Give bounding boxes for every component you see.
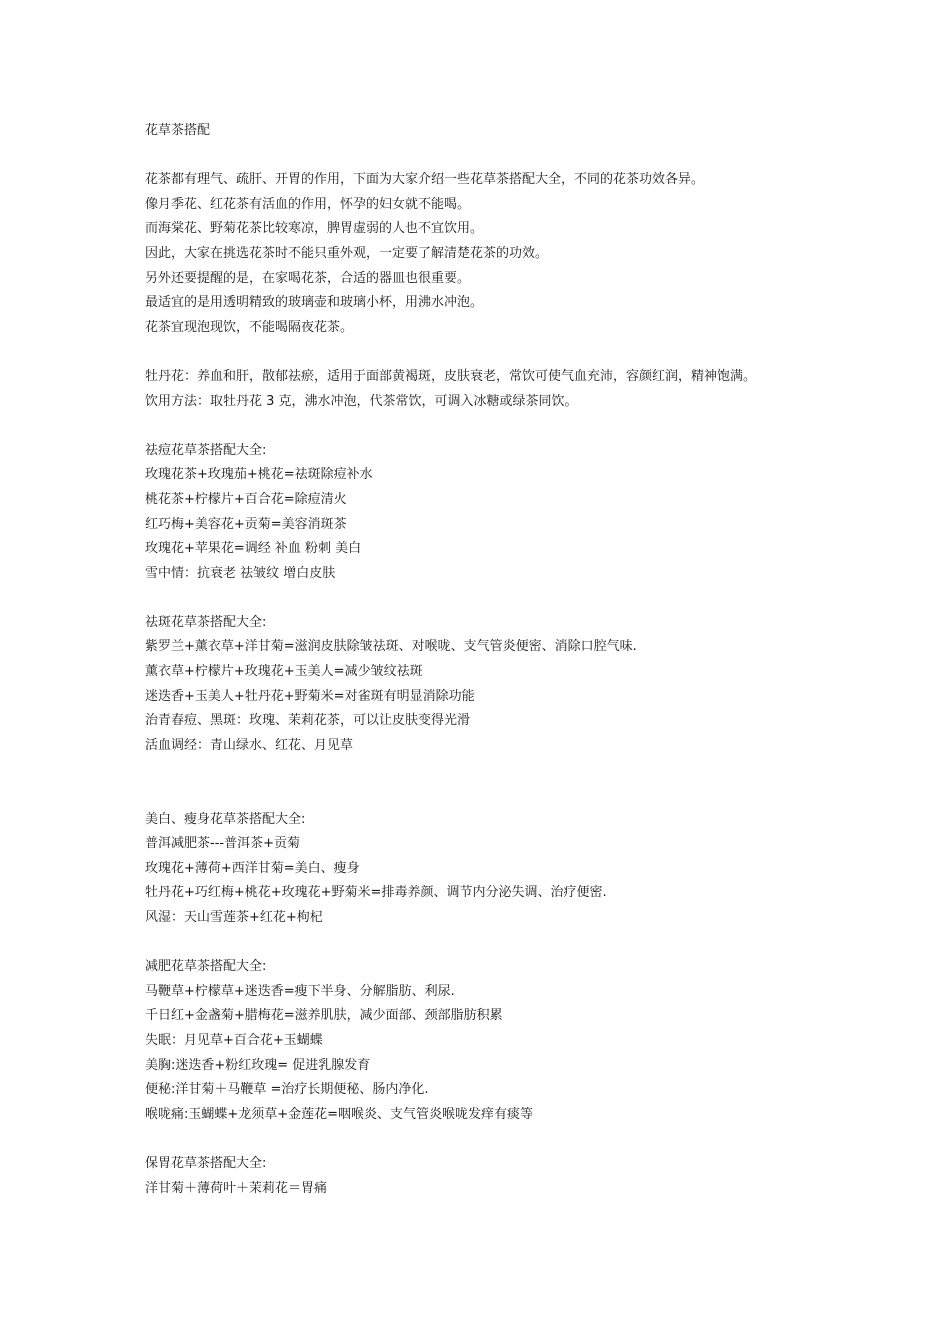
intro-line: 花茶都有理气、疏肝、开胃的作用，下面为大家介绍一些花草茶搭配大全，不同的花茶功效各异。 [145,172,705,188]
intro-line: 而海棠花、野菊花茶比较寒凉，脾胃虚弱的人也不宜饮用。 [145,221,484,237]
list-item: 普洱减肥茶---普洱茶+贡菊 [145,836,300,852]
list-item: 桃花茶+柠檬片+百合花=除痘清火 [145,491,347,507]
list-item: 红巧梅+美容花+贡菊=美容消斑茶 [145,516,347,532]
list-item: 风湿：天山雪莲茶+红花+枸杞 [145,910,323,925]
section-heading: 祛痘花草茶搭配大全: [145,442,267,458]
list-item: 喉咙痛:玉蝴蝶+龙须草+金莲花=咽喉炎、支气管炎喉咙发痒有痰等 [145,1106,534,1122]
list-item: 玫瑰花+苹果花=调经 补血 粉刺 美白 [145,541,362,557]
intro-line: 另外还要提醒的是，在家喝花茶，合适的器皿也很重要。 [145,270,471,286]
list-item: 薰衣草+柠檬片+玫瑰花+玉美人=减少皱纹祛斑 [145,664,423,680]
document-title: 花草茶搭配 [145,123,211,138]
list-item: 便秘:洋甘菊＋马鞭草 =治疗长期便秘、肠内净化. [145,1082,429,1098]
list-item: 迷迭香+玉美人+牡丹花+野菊米=对雀斑有明显消除功能 [145,688,475,704]
whitening-section [145,808,925,931]
list-item: 千日红+金盏菊+腊梅花=滋养肌肤，减少面部、颈部脂肪积累 [145,1008,503,1024]
list-item: 马鞭草+柠檬草+迷迭香=瘦下半身、分解脂肪、利尿. [145,983,455,999]
list-item: 牡丹花+巧红梅+桃花+玫瑰花+野菊米=排毒养颜、调节内分泌失调、治疗便密. [145,885,607,901]
intro-line: 最适宜的是用透明精致的玻璃壶和玻璃小杯，用沸水冲泡。 [145,295,484,311]
intro-line: 因此，大家在挑选花茶时不能只重外观，一定要了解清楚花茶的功效。 [145,245,549,261]
list-item: 活血调经：青山绿水、红花、月见草 [145,737,354,753]
slimming-section [145,955,925,1127]
list-item: 治青春痘、黑斑：玫瑰、茉莉花茶，可以让皮肤变得光滑 [145,713,471,729]
stomach-section [145,1152,925,1201]
section-heading: 保胃花草茶搭配大全: [145,1155,267,1171]
section-heading: 美白、瘦身花草茶搭配大全: [145,811,306,827]
spots-section [145,611,925,759]
list-item: 失眠：月见草+百合花+玉蝴蝶 [145,1032,323,1048]
intro-line: 像月季花、红花茶有活血的作用，怀孕的妇女就不能喝。 [145,196,471,212]
intro-line: 花茶宜现泡现饮，不能喝隔夜花茶。 [145,319,354,335]
acne-section [145,439,925,587]
section-heading: 减肥花草茶搭配大全: [145,959,267,975]
list-item: 玫瑰花+薄荷+西洋甘菊=美白、瘦身 [145,860,360,876]
peony-line: 牡丹花：养血和肝，散郁祛瘀，适用于面部黄褐斑，皮肤衰老，常饮可使气血充沛，容颜红润，精神饱满。 [145,368,757,384]
list-item: 雪中情：抗衰老 祛皱纹 增白皮肤 [145,565,336,581]
list-item: 美胸:迷迭香+粉红玫瑰= 促进乳腺发育 [145,1057,371,1073]
peony-section [145,365,925,414]
intro-paragraph [145,168,925,340]
list-item: 玫瑰花茶+玫瑰茄+桃花=祛斑除痘补水 [145,467,373,483]
section-heading: 祛斑花草茶搭配大全: [145,614,267,630]
document-body [145,119,925,1201]
list-item: 紫罗兰+薰衣草+洋甘菊=滋润皮肤除皱祛斑、对喉咙、支气管炎便密、消除口腔气味. [145,639,637,655]
list-item: 洋甘菊＋薄荷叶＋茉莉花＝胃痛 [145,1180,328,1196]
peony-line: 饮用方法：取牡丹花 3 克，沸水冲泡，代茶常饮，可调入冰糖或绿茶同饮。 [145,393,578,409]
